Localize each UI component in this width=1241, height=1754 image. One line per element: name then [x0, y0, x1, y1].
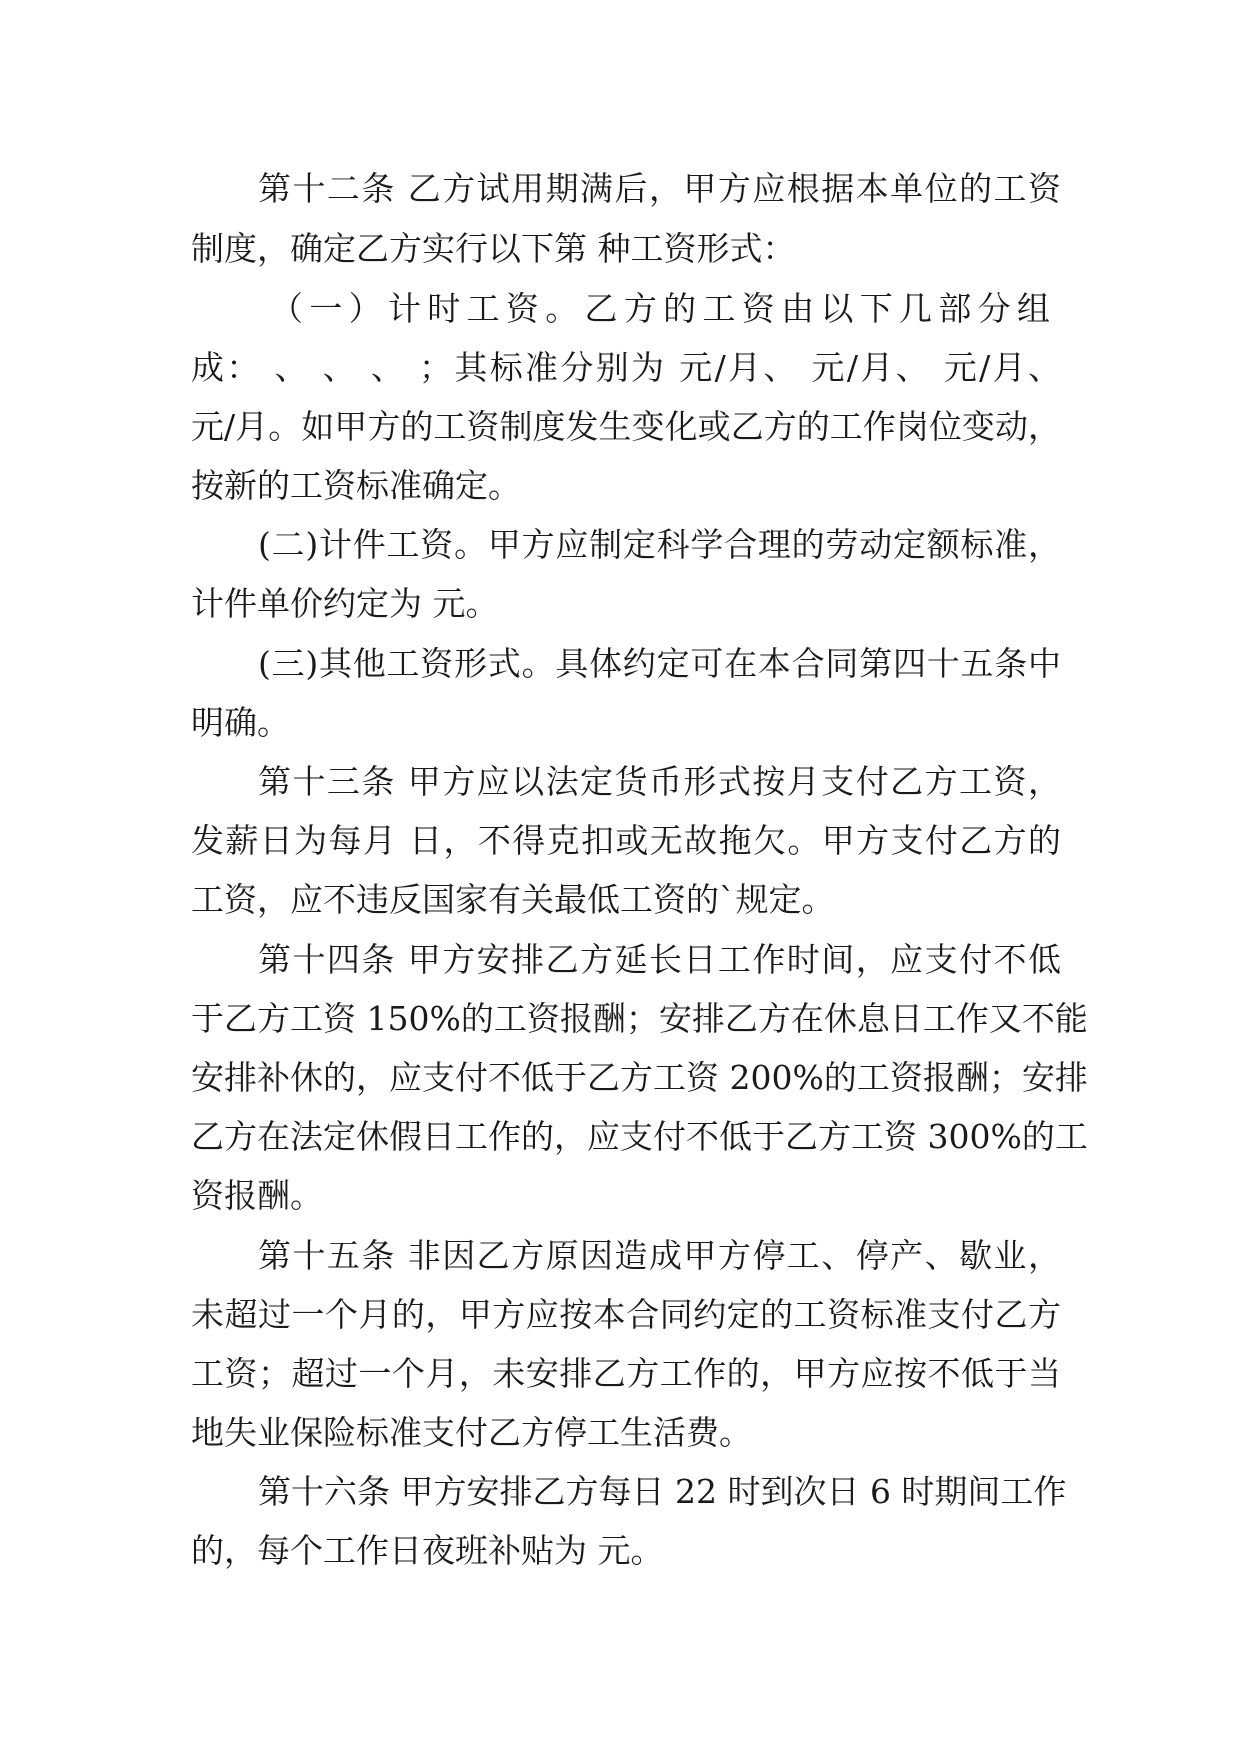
article-12-line-1: 第十二条 乙方试用期满后，甲方应根据本单位的工资: [258, 169, 1061, 208]
article-15-line-2: 未超过一个月的，甲方应按本合同约定的工资标准支付乙方: [191, 1295, 1061, 1334]
article-14-line-2: 于乙方工资 150%的工资报酬；安排乙方在休息日工作又不能: [191, 999, 1088, 1038]
article-16-line-1: 第十六条 甲方安排乙方每日 22 时到次日 6 时期间工作: [258, 1472, 1067, 1511]
article-16-line-2: 的，每个工作日夜班补贴为 元。: [191, 1531, 664, 1570]
clause-2-line-1: (二)计件工资。甲方应制定科学合理的劳动定额标准，: [258, 525, 1061, 564]
clause-1-line-4: 按新的工资标准确定。: [191, 466, 521, 505]
article-13-line-2: 发薪日为每月 日，不得克扣或无故拖欠。甲方支付乙方的: [191, 821, 1061, 860]
article-14-line-1: 第十四条 甲方安排乙方延长日工作时间，应支付不低: [258, 940, 1061, 979]
clause-1-line-1: （一）计时工资。乙方的工资由以下几部分组: [270, 289, 1050, 328]
article-13-line-3: 工资，应不违反国家有关最低工资的`规定。: [191, 880, 835, 919]
clause-1-line-2: 成： 、 、 、 ；其标准分别为 元/月、 元/月、 元/月、: [191, 348, 1061, 387]
article-14-line-3: 安排补休的，应支付不低于乙方工资 200%的工资报酬；安排: [191, 1058, 1088, 1097]
article-12-line-2: 制度，确定乙方实行以下第 种工资形式：: [191, 229, 796, 268]
clause-3-line-1: (三)其他工资形式。具体约定可在本合同第四十五条中: [258, 644, 1061, 683]
article-13-line-1: 第十三条 甲方应以法定货币形式按月支付乙方工资，: [258, 762, 1061, 801]
article-15-line-4: 地失业保险标准支付乙方停工生活费。: [191, 1413, 752, 1452]
article-14-line-4: 乙方在法定休假日工作的，应支付不低于乙方工资 300%的工: [191, 1117, 1088, 1156]
article-14-line-5: 资报酬。: [191, 1176, 323, 1215]
clause-1-line-3: 元/月。如甲方的工资制度发生变化或乙方的工作岗位变动，: [191, 407, 1061, 446]
article-15-line-1: 第十五条 非因乙方原因造成甲方停工、停产、歇业，: [258, 1236, 1061, 1275]
article-15-line-3: 工资；超过一个月，未安排乙方工作的，甲方应按不低于当: [191, 1354, 1061, 1393]
clause-3-line-2: 明确。: [191, 703, 290, 742]
clause-2-line-2: 计件单价约定为 元。: [191, 584, 499, 623]
